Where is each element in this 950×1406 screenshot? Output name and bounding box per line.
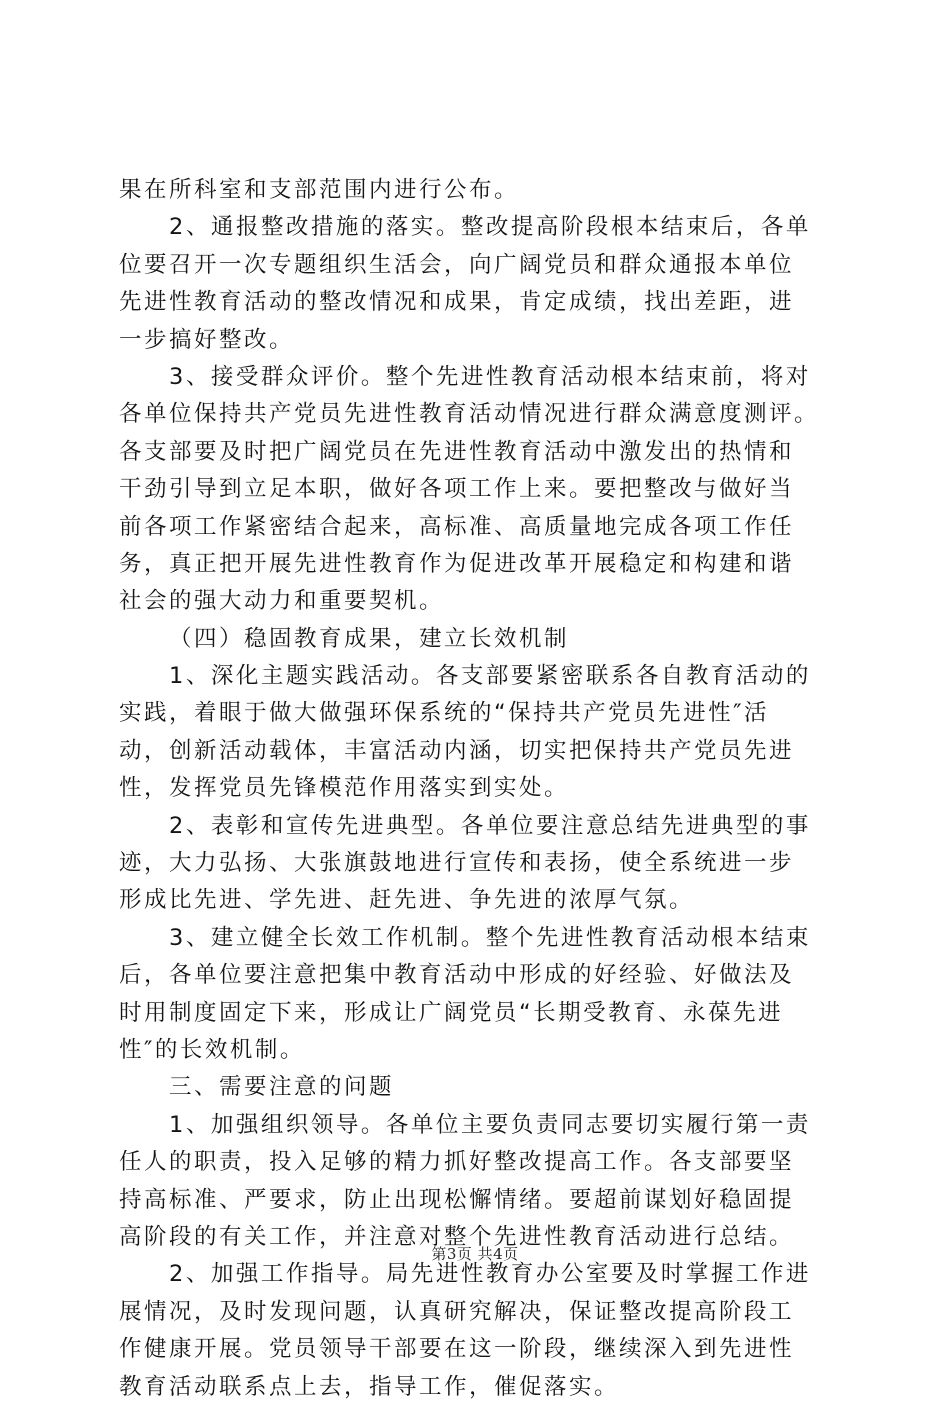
text-line: 2、通报整改措施的落实。整改提高阶段根本结束后，各单 [169, 214, 811, 241]
page-number-footer: 第3页 共4页 [431, 1245, 519, 1263]
text-line: 2、加强工作指导。局先进性教育办公室要及时掌握工作进 [169, 1261, 811, 1288]
text-line: 务，真正把开展先进性教育作为促进改革开展稳定和构建和谐 [119, 550, 795, 577]
text-line: 各单位保持共产党员先进性教育活动情况进行群众满意度测评。 [119, 401, 820, 428]
text-line: 持高标准、严要求，防止出现松懈情绪。要超前谋划好稳固提 [119, 1186, 795, 1213]
text-line: 三、需要注意的问题 [169, 1074, 395, 1101]
text-line: 高阶段的有关工作，并注意对整个先进性教育活动进行总结。 [119, 1223, 795, 1250]
text-line: 迹，大力弘扬、大张旗鼓地进行宣传和表扬，使全系统进一步 [119, 850, 795, 877]
document-body [119, 172, 839, 1406]
text-line: 1、加强组织领导。各单位主要负责同志要切实履行第一责 [169, 1111, 811, 1138]
text-line: 位要召开一次专题组织生活会，向广阔党员和群众通报本单位 [119, 251, 795, 278]
text-line: 展情况，及时发现问题，认真研究解决，保证整改提高阶段工 [119, 1298, 795, 1325]
text-line: 3、接受群众评价。整个先进性教育活动根本结束前，将对 [169, 363, 811, 390]
text-line: 前各项工作紧密结合起来，高标准、高质量地完成各项工作任 [119, 513, 795, 540]
text-line: 后，各单位要注意把集中教育活动中形成的好经验、好做法及 [119, 962, 795, 989]
text-line: 先进性教育活动的整改情况和成果，肯定成绩，找出差距，进 [119, 289, 795, 316]
text-line: （四）稳固教育成果，建立长效机制 [169, 625, 570, 652]
text-line: 果在所科室和支部范围内进行公布。 [119, 177, 520, 203]
text-line: 各支部要及时把广阔党员在先进性教育活动中激发出的热情和 [119, 438, 795, 465]
text-line: 性，发挥党员先锋模范作用落实到实处。 [119, 775, 570, 802]
text-line: 1、深化主题实践活动。各支部要紧密联系各自教育活动的 [169, 663, 811, 690]
text-line: 时用制度固定下来，形成让广阔党员“长期受教育、永葆先进 [119, 999, 784, 1026]
text-line: 教育活动联系点上去，指导工作，催促落实。 [119, 1373, 620, 1400]
text-line: 实践，着眼于做大做强环保系统的“保持共产党员先进性″活 [119, 700, 770, 727]
text-line: 干劲引导到立足本职，做好各项工作上来。要把整改与做好当 [119, 476, 795, 503]
text-line: 一步搞好整改。 [119, 326, 295, 353]
text-line: 任人的职责，投入足够的精力抓好整改提高工作。各支部要坚 [119, 1149, 795, 1176]
text-line: 2、表彰和宣传先进典型。各单位要注意总结先进典型的事 [169, 812, 811, 839]
text-line: 性″的长效机制。 [119, 1036, 305, 1063]
text-line: 作健康开展。党员领导干部要在这一阶段，继续深入到先进性 [119, 1336, 795, 1363]
text-line: 社会的强大动力和重要契机。 [119, 588, 445, 615]
text-line: 3、建立健全长效工作机制。整个先进性教育活动根本结束 [169, 924, 811, 951]
text-line: 动，创新活动载体，丰富活动内涵，切实把保持共产党员先进 [119, 737, 795, 764]
text-line: 形成比先进、学先进、赶先进、争先进的浓厚气氛。 [119, 887, 695, 914]
